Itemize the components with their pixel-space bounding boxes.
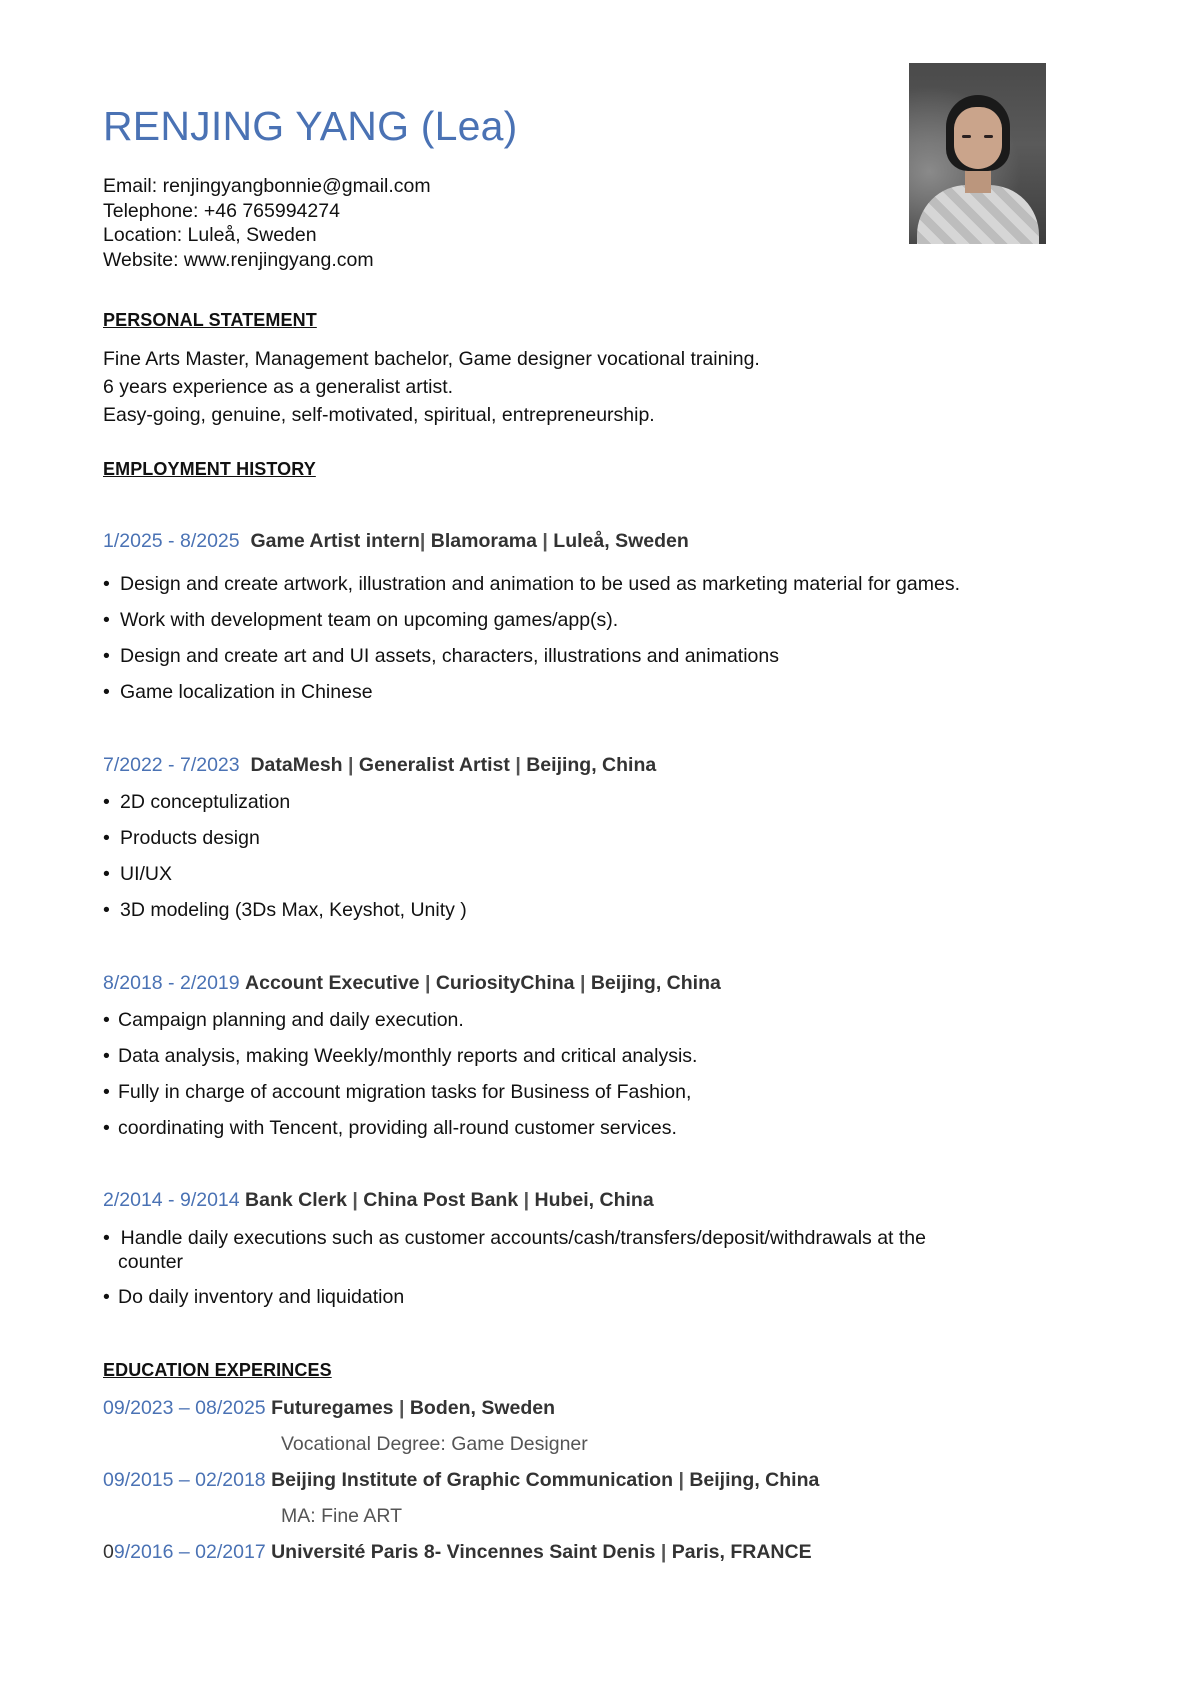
separator: | [678,1469,684,1491]
education-school: Beijing Institute of Graphic Communication [271,1469,674,1491]
job-company: DataMesh [250,754,343,776]
contact-location: Location: Luleå, Sweden [103,224,317,246]
job-bullet-multiline [103,1226,926,1274]
list-item: • Do daily inventory and liquidation [103,1286,405,1308]
job-title: Bank Clerk [245,1189,347,1211]
job-date: 8/2018 - 2/2019 [103,972,240,994]
job-date: 2/2014 - 9/2014 [103,1189,240,1211]
list-item: • coordinating with Tencent, providing all-round customer services. [103,1117,677,1139]
job-bullets [103,572,960,716]
list-item-continuation: counter [118,1251,184,1273]
candidate-name: RENJING YANG (Lea) [103,103,518,149]
job-heading [103,530,689,553]
job-bullets [103,1008,697,1152]
separator: | [660,1541,667,1563]
job-title: Generalist Artist [358,754,510,776]
job-location: Beijing, China [590,972,721,994]
education-entry [103,1469,819,1492]
section-title-personal-statement: PERSONAL STATEMENT [103,310,317,330]
job-heading [103,972,721,995]
statement-line: Fine Arts Master, Management bachelor, Game designer vocational training. [103,348,760,370]
job-location: Luleå, Sweden [553,530,689,552]
separator: | [515,754,521,776]
contact-telephone: Telephone: +46 765994274 [103,199,340,222]
education-location: Beijing, China [689,1469,820,1491]
separator: | [352,1189,358,1211]
separator: | [523,1189,530,1211]
job-title: Game Artist intern [250,530,420,552]
job-date: 1/2025 - 8/2025 [103,530,240,552]
job-heading [103,1189,654,1212]
list-item: • 2D conceptulization [103,791,291,813]
list-item: • Data analysis, making Weekly/monthly reports and critical analysis. [103,1045,698,1067]
section-title-education: EDUCATION EXPERINCES [103,1360,332,1380]
profile-photo [909,63,1046,244]
education-date: 9/2016 – 02/2017 [113,1541,266,1563]
education-degree: MA: Fine ART [281,1505,403,1527]
education-date: 09/2015 – 02/2018 [103,1469,266,1491]
contact-website: Website: www.renjingyang.com [103,248,374,271]
list-item: • UI/UX [103,863,173,885]
contact-email: Email: renjingyangbonnie@gmail.com [103,175,431,197]
education-school: Futuregames [271,1397,394,1419]
contact-block [103,174,431,272]
list-item: • Game localization in Chinese [103,681,373,703]
statement-line: 6 years experience as a generalist artist. [103,376,454,398]
education-entry [103,1541,812,1564]
job-bullets [103,790,467,934]
job-date: 7/2022 - 7/2023 [103,754,240,776]
list-item: • Products design [103,827,260,849]
job-heading [103,754,656,777]
statement-line: Easy-going, genuine, self-motivated, spiritual, entrepreneurship. [103,404,655,426]
job-title: Account Executive [245,972,420,994]
education-date: 09/2023 – 08/2025 [103,1397,266,1419]
list-item: • Work with development team on upcoming games/app(s). [103,609,619,631]
job-location: Hubei, China [534,1189,654,1211]
job-location: Beijing, China [526,754,657,776]
separator: | [348,754,354,776]
education-entry [103,1397,555,1420]
list-item: • Handle daily executions such as customer accounts/cash/transfers/deposit/withdrawals at the [103,1227,926,1249]
separator: | [542,530,548,552]
education-location: Paris, FRANCE [671,1541,812,1563]
education-date-prefix: 0 [103,1541,114,1563]
list-item: • Fully in charge of account migration tasks for Business of Fashion, [103,1081,692,1103]
separator: | [424,972,431,994]
separator: | [398,1397,405,1419]
education-degree: Vocational Degree: Game Designer [281,1433,588,1455]
list-item: • 3D modeling (3Ds Max, Keyshot, Unity ) [103,899,467,921]
job-company: CuriosityChina [435,972,575,994]
list-item: • Campaign planning and daily execution. [103,1009,464,1031]
job-company: Blamorama [430,530,537,552]
education-school: Université Paris 8- Vincennes Saint Denis [271,1541,656,1563]
section-title-employment-history: EMPLOYMENT HISTORY [103,459,316,479]
list-item: • Design and create artwork, illustration and animation to be used as marketing material for games. [103,573,961,595]
separator: | [419,530,426,552]
list-item: • Design and create art and UI assets, characters, illustrations and animations [103,645,780,667]
job-company: China Post Bank [363,1189,519,1211]
personal-statement-text [103,345,760,429]
education-location: Boden, Sweden [409,1397,556,1419]
separator: | [579,972,586,994]
